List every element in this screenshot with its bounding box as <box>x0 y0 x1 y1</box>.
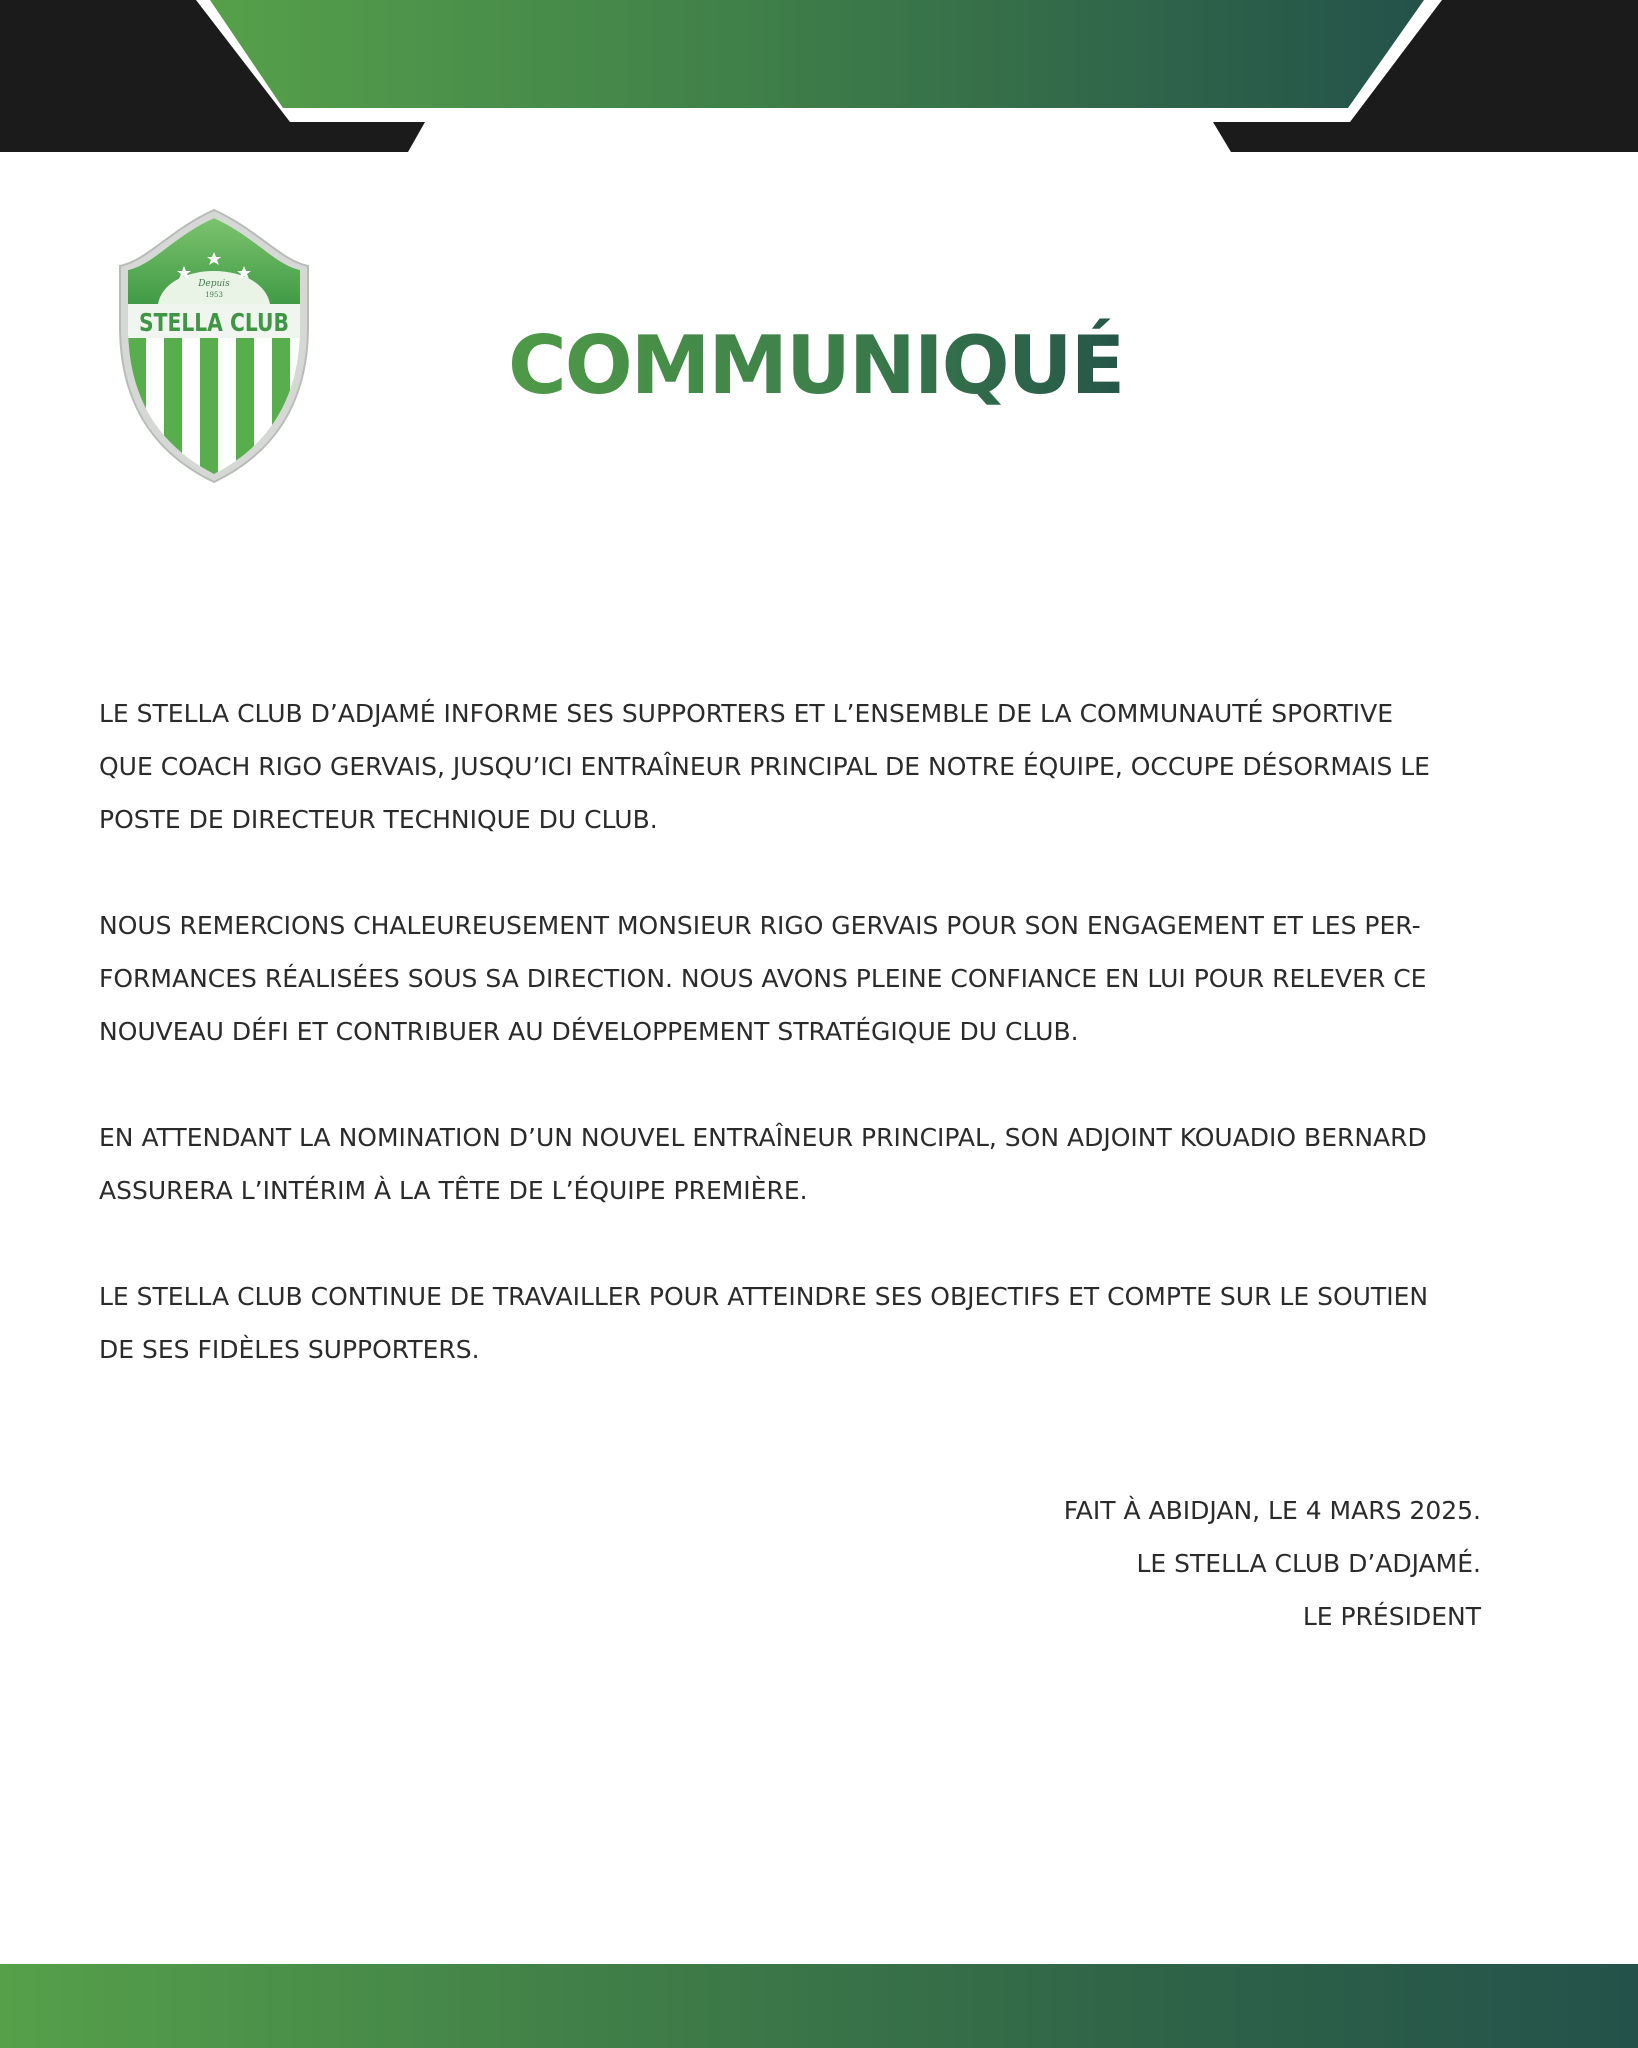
header-green-band <box>210 0 1424 108</box>
paragraph-4-line-2: DE SES FIDÈLES SUPPORTERS. <box>99 1335 480 1364</box>
crest-year: 1953 <box>205 291 223 299</box>
signature-signatory: LE PRÉSIDENT <box>1302 1602 1481 1631</box>
signature-block <box>1064 1484 1481 1643</box>
signature-organization: LE STELLA CLUB D’ADJAMÉ. <box>1136 1549 1481 1578</box>
paragraph-2-line-1: NOUS REMERCIONS CHALEUREUSEMENT MONSIEUR RIGO GERVAIS POUR SON ENGAGEMENT ET LES PER- <box>99 911 1421 940</box>
stella-club-crest-logo <box>114 208 314 484</box>
signature-place-date: FAIT À ABIDJAN, LE 4 MARS 2025. <box>1063 1496 1481 1525</box>
paragraph-4 <box>99 1270 1559 1376</box>
paragraph-1-line-1: LE STELLA CLUB D’ADJAMÉ INFORME SES SUPPORTERS ET L’ENSEMBLE DE LA COMMUNAUTÉ SPORTIVE <box>99 699 1394 728</box>
paragraph-3 <box>99 1111 1559 1217</box>
paragraph-2 <box>99 899 1559 1058</box>
paragraph-1-line-3: POSTE DE DIRECTEUR TECHNIQUE DU CLUB. <box>99 805 658 834</box>
paragraph-2-line-2: FORMANCES RÉALISÉES SOUS SA DIRECTION. NOUS AVONS PLEINE CONFIANCE EN LUI POUR RELEVER CE <box>99 964 1427 993</box>
footer-bar <box>0 1964 1638 2048</box>
header-banner <box>0 0 1638 152</box>
paragraph-2-line-3: NOUVEAU DÉFI ET CONTRIBUER AU DÉVELOPPEMENT STRATÉGIQUE DU CLUB. <box>99 1017 1079 1046</box>
page-title: COMMUNIQUÉ <box>508 316 1148 416</box>
paragraph-1 <box>99 687 1559 846</box>
crest-motto: Depuis <box>198 279 230 289</box>
paragraph-4-line-1: LE STELLA CLUB CONTINUE DE TRAVAILLER POUR ATTEINDRE SES OBJECTIFS ET COMPTE SUR LE SOUTIEN <box>99 1282 1429 1311</box>
paragraph-3-line-1: EN ATTENDANT LA NOMINATION D’UN NOUVEL ENTRAÎNEUR PRINCIPAL, SON ADJOINT KOUADIO BERNARD <box>99 1123 1427 1152</box>
paragraph-3-line-2: ASSURERA L’INTÉRIM À LA TÊTE DE L’ÉQUIPE PREMIÈRE. <box>99 1176 808 1205</box>
crest-club-name: STELLA CLUB <box>139 308 289 337</box>
communique-body <box>99 687 1559 1429</box>
paragraph-1-line-2: QUE COACH RIGO GERVAIS, JUSQU’ICI ENTRAÎNEUR PRINCIPAL DE NOTRE ÉQUIPE, OCCUPE DÉSORMAIS LE <box>99 752 1430 781</box>
